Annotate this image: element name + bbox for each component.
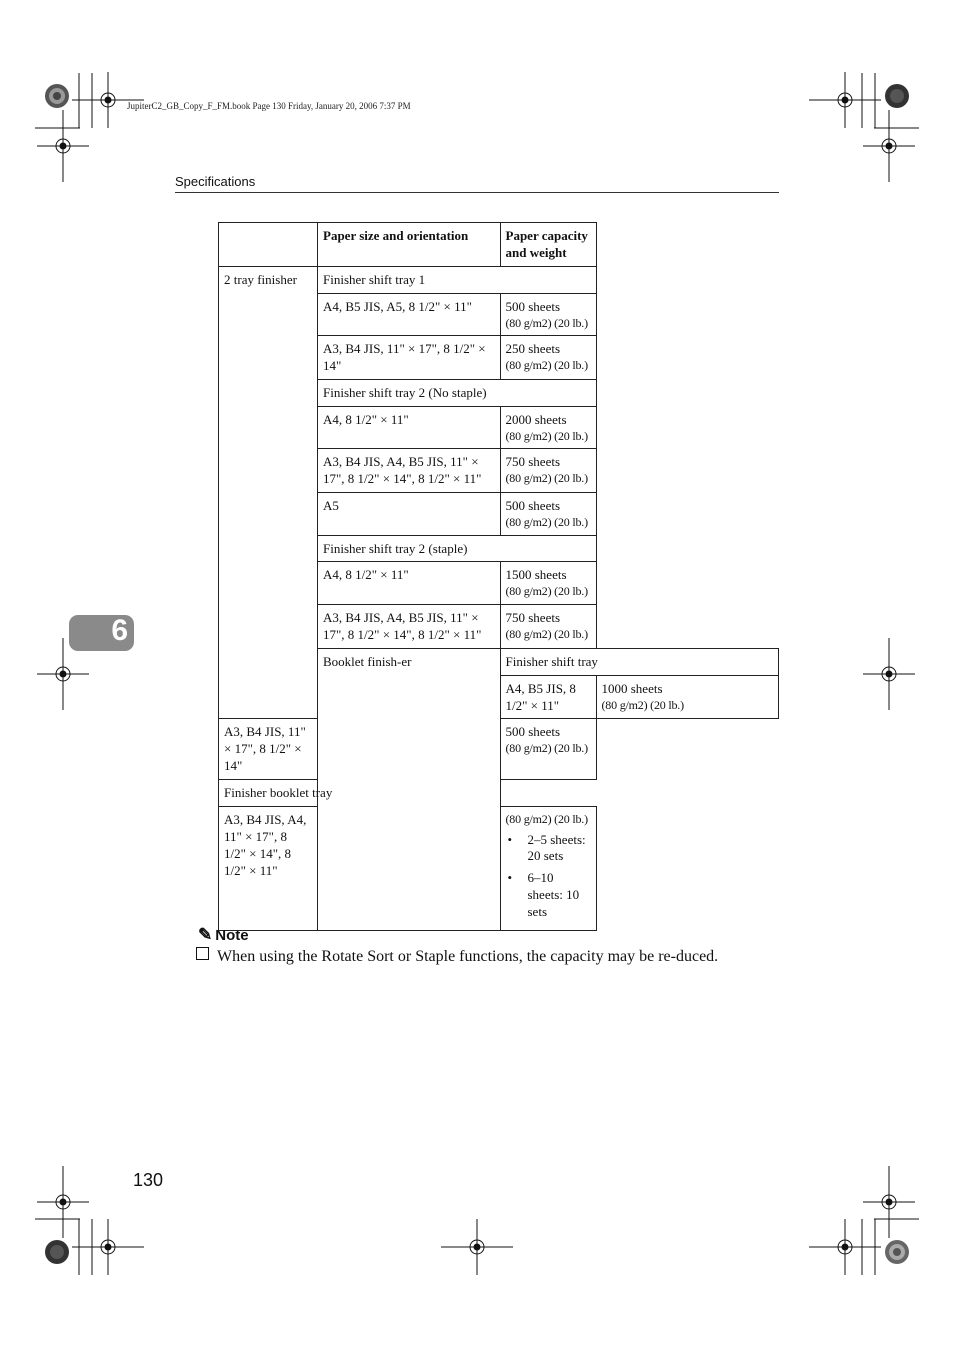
weight-value: (80 g/m2) (20 lb.) bbox=[505, 315, 588, 330]
table-row bbox=[219, 780, 779, 807]
weight-value: (80 g/m2) (20 lb.) bbox=[505, 514, 588, 529]
table-header-row bbox=[219, 223, 779, 267]
header-paper-size: Paper size and orientation bbox=[318, 223, 501, 267]
chapter-tab bbox=[69, 615, 134, 651]
running-header: Specifications bbox=[175, 174, 256, 189]
pencil-icon: ✎ bbox=[198, 925, 213, 944]
weight-value: (80 g/m2) (20 lb.) bbox=[505, 584, 588, 599]
list-item: • 2–5 sheets: 20 sets bbox=[506, 832, 591, 866]
capacity-value: 500 sheets bbox=[505, 298, 561, 314]
capacity-cell bbox=[500, 406, 596, 448]
weight-value: (80 g/m2) (20 lb.) bbox=[505, 811, 588, 826]
capacity-value: 500 sheets bbox=[505, 498, 561, 514]
paper-size-cell: A4, B5 JIS, A5, 8 1/2" × 11" bbox=[318, 293, 501, 335]
paper-size-cell: A3, B4 JIS, 11" × 17", 8 1/2" × 14" bbox=[219, 719, 318, 780]
capacity-cell bbox=[500, 562, 596, 604]
weight-value: (80 g/m2) (20 lb.) bbox=[601, 697, 684, 712]
capacity-value: 500 sheets bbox=[505, 724, 561, 740]
paper-size-cell: A3, B4 JIS, A4, B5 JIS, 11" × 17", 8 1/2" × 14", 8 1/2" × 11" bbox=[318, 449, 501, 493]
capacity-value: 250 sheets bbox=[505, 341, 561, 357]
subsection-label: Finisher shift tray 2 (staple) bbox=[318, 535, 597, 562]
capacity-value: 2000 sheets bbox=[505, 411, 567, 427]
finisher-type-cell: 2 tray finisher bbox=[219, 266, 318, 719]
subsection-label: Finisher shift tray 1 bbox=[318, 266, 597, 293]
weight-value: (80 g/m2) (20 lb.) bbox=[505, 626, 588, 641]
page-number: 130 bbox=[133, 1170, 164, 1190]
paper-size-cell: A4, 8 1/2" × 11" bbox=[318, 562, 501, 604]
note-text: When using the Rotate Sort or Staple functions, the capacity may be re-duced. bbox=[217, 948, 719, 965]
header-rule bbox=[175, 192, 779, 193]
capacity-cell bbox=[500, 604, 596, 648]
capacity-value: 1000 sheets bbox=[601, 680, 663, 696]
chapter-number: 6 bbox=[111, 614, 128, 647]
paper-size-cell: A3, B4 JIS, A4, B5 JIS, 11" × 17", 8 1/2" × 14", 8 1/2" × 11" bbox=[318, 604, 501, 648]
capacity-value: 1500 sheets bbox=[505, 567, 567, 583]
note-text-block bbox=[196, 947, 779, 966]
subsection-label: Finisher shift tray 2 (No staple) bbox=[318, 379, 597, 406]
capacity-cell bbox=[500, 806, 596, 930]
capacity-value: 750 sheets bbox=[505, 454, 561, 470]
note-title: Note bbox=[215, 927, 249, 944]
capacity-cell bbox=[500, 449, 596, 493]
header-cell-empty bbox=[219, 223, 318, 267]
table-row bbox=[219, 266, 779, 293]
weight-value: (80 g/m2) (20 lb.) bbox=[505, 471, 588, 486]
paper-size-cell: A4, B5 JIS, 8 1/2" × 11" bbox=[500, 675, 596, 719]
file-slug: JupiterC2_GB_Copy_F_FM.book Page 130 Friday, January 20, 2006 7:37 PM bbox=[127, 101, 411, 111]
capacity-cell bbox=[596, 675, 779, 719]
capacity-cell bbox=[500, 493, 596, 535]
weight-value: (80 g/m2) (20 lb.) bbox=[505, 428, 588, 443]
booklet-capacity-list bbox=[506, 832, 591, 921]
subsection-label: Finisher booklet tray bbox=[219, 780, 501, 807]
weight-value: (80 g/m2) (20 lb.) bbox=[505, 741, 588, 756]
weight-value: (80 g/m2) (20 lb.) bbox=[505, 358, 588, 373]
list-item: • 6–10 sheets: 10 sets bbox=[506, 870, 591, 921]
specifications-table bbox=[218, 222, 779, 931]
note-heading bbox=[198, 925, 249, 945]
paper-size-cell: A3, B4 JIS, A4, 11" × 17", 8 1/2" × 14", 8 1/2" × 11" bbox=[219, 806, 318, 930]
checkbox-icon bbox=[196, 947, 209, 960]
capacity-value: 750 sheets bbox=[505, 609, 561, 625]
subsection-label: Finisher shift tray bbox=[500, 648, 779, 675]
paper-size-cell: A4, 8 1/2" × 11" bbox=[318, 406, 501, 448]
paper-size-cell: A5 bbox=[318, 493, 501, 535]
capacity-cell bbox=[500, 293, 596, 335]
capacity-cell bbox=[500, 719, 596, 780]
header-capacity: Paper capacity and weight bbox=[500, 223, 596, 267]
finisher-type-cell: Booklet finish-er bbox=[318, 648, 501, 930]
paper-size-cell: A3, B4 JIS, 11" × 17", 8 1/2" × 14" bbox=[318, 336, 501, 380]
capacity-cell bbox=[500, 336, 596, 380]
